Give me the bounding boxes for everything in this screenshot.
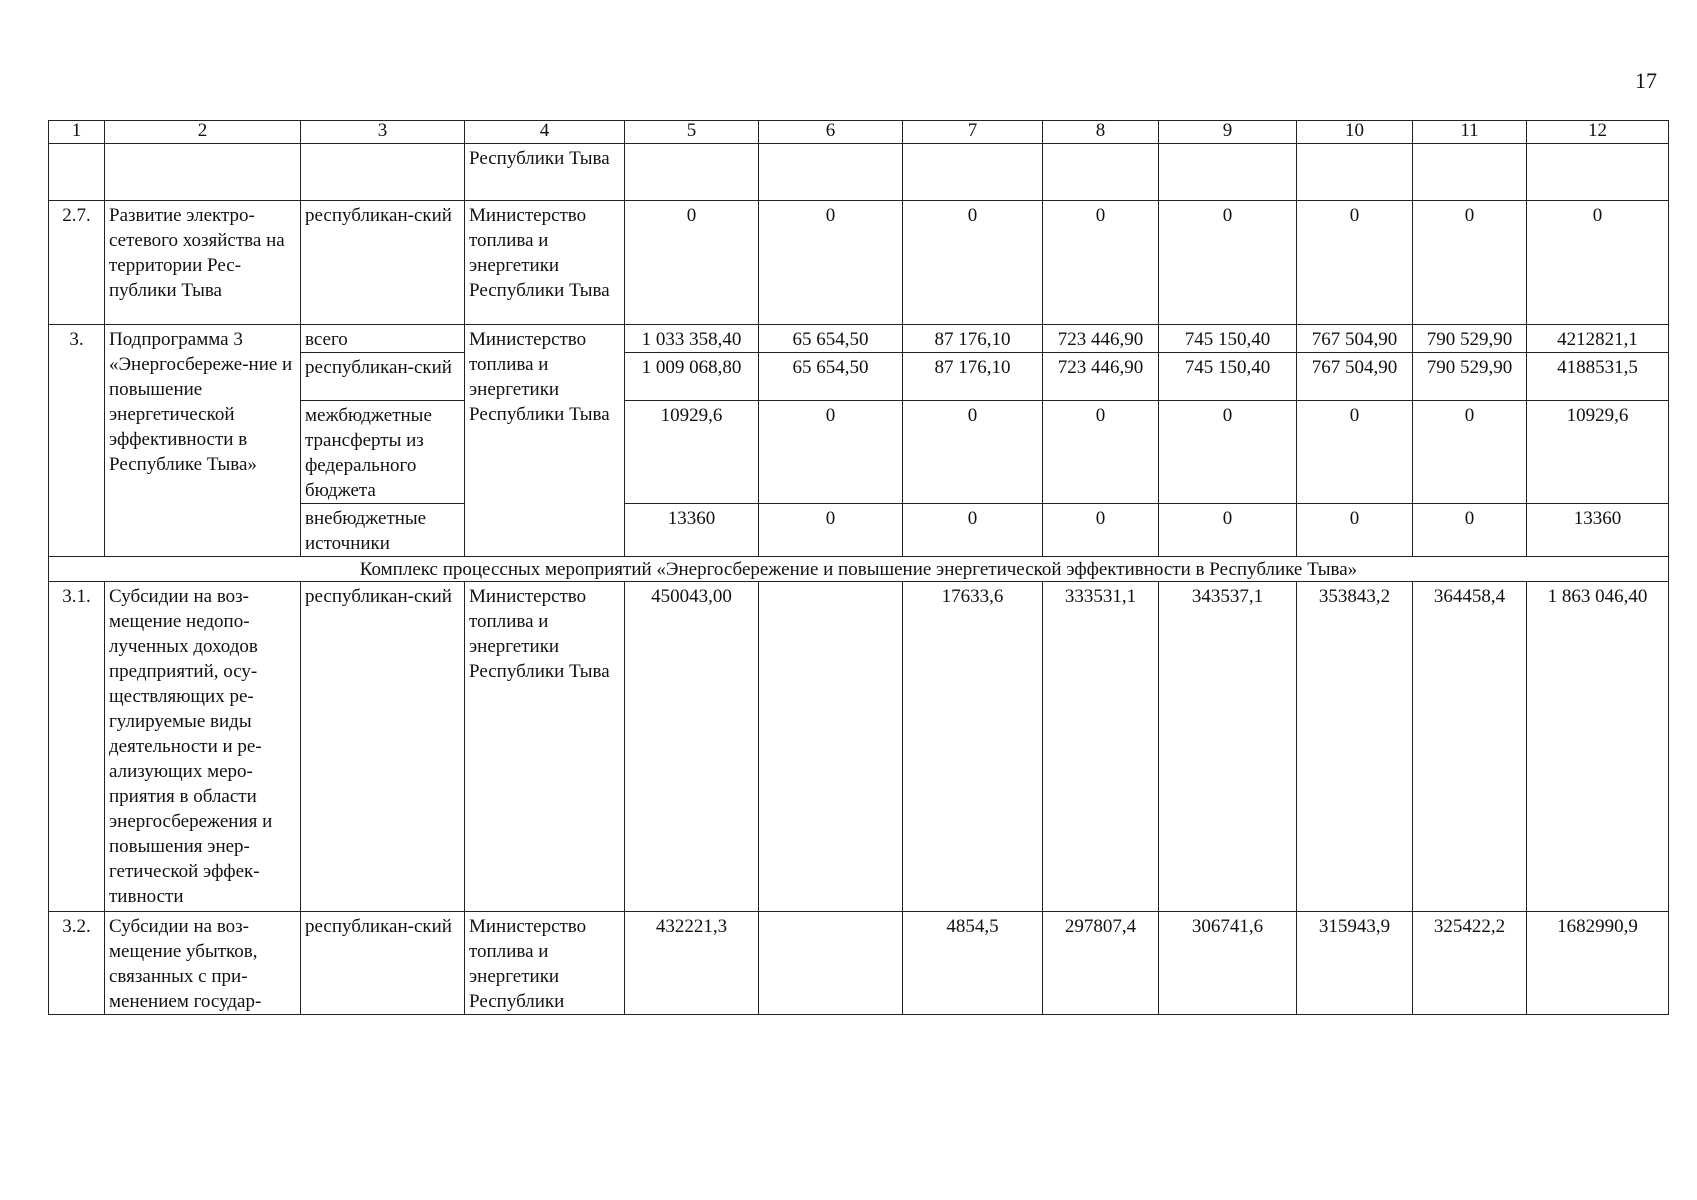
value-cell: 364458,4 (1413, 582, 1527, 912)
value-cell: 1 009 068,80 (625, 353, 759, 401)
column-header: 4 (465, 121, 625, 144)
row-number: 2.7. (49, 201, 105, 325)
value-cell: 790 529,90 (1413, 325, 1527, 353)
measure-name: Подпрограмма 3 «Энергосбереже-ние и повышение энергетической эффективности в Республике Тыва» (105, 325, 301, 557)
value-cell: 0 (759, 504, 903, 557)
value-cell: 1 863 046,40 (1527, 582, 1669, 912)
funding-source: межбюджетные трансферты из федерального бюджета (301, 401, 465, 504)
value-cell: 65 654,50 (759, 325, 903, 353)
value-cell: 353843,2 (1297, 582, 1413, 912)
column-header: 8 (1043, 121, 1159, 144)
value-cell: 0 (1413, 201, 1527, 325)
value-cell: 0 (1159, 504, 1297, 557)
value-cell: 0 (1413, 401, 1527, 504)
column-header: 1 (49, 121, 105, 144)
value-cell: 790 529,90 (1413, 353, 1527, 401)
value-cell: 723 446,90 (1043, 353, 1159, 401)
value-cell: 333531,1 (1043, 582, 1159, 912)
row-number: 3. (49, 325, 105, 557)
value-cell: 723 446,90 (1043, 325, 1159, 353)
responsible-cell: Министерство топлива и энергетики Республики Тыва (465, 582, 625, 912)
column-header: 2 (105, 121, 301, 144)
value-cell: 297807,4 (1043, 912, 1159, 1015)
column-header: 9 (1159, 121, 1297, 144)
value-cell: 1682990,9 (1527, 912, 1669, 1015)
measure-name: Субсидии на воз-мещение убытков, связанных с при-менением государ- (105, 912, 301, 1015)
value-cell: 0 (903, 504, 1043, 557)
value-cell: 0 (759, 401, 903, 504)
table-cell (1159, 144, 1297, 201)
value-cell: 767 504,90 (1297, 325, 1413, 353)
table-cell (1527, 144, 1669, 201)
section-row (49, 557, 1669, 582)
value-cell: 0 (1527, 201, 1669, 325)
table-cell (105, 144, 301, 201)
column-header: 6 (759, 121, 903, 144)
value-cell: 13360 (1527, 504, 1669, 557)
value-cell: 0 (1043, 401, 1159, 504)
value-cell: 10929,6 (1527, 401, 1669, 504)
table-cell (759, 144, 903, 201)
table-row (49, 325, 1669, 353)
value-cell: 10929,6 (625, 401, 759, 504)
value-cell: 0 (1413, 504, 1527, 557)
value-cell: 343537,1 (1159, 582, 1297, 912)
value-cell: 0 (1043, 504, 1159, 557)
responsible-cell: Республики Тыва (465, 144, 625, 201)
column-header: 5 (625, 121, 759, 144)
value-cell: 0 (903, 401, 1043, 504)
value-cell: 13360 (625, 504, 759, 557)
value-cell (759, 582, 903, 912)
funding-source: республикан-ский (301, 353, 465, 401)
table-cell (1043, 144, 1159, 201)
value-cell: 432221,3 (625, 912, 759, 1015)
column-header: 7 (903, 121, 1043, 144)
value-cell: 0 (1159, 201, 1297, 325)
table-cell (49, 144, 105, 201)
value-cell: 0 (1159, 401, 1297, 504)
column-header: 3 (301, 121, 465, 144)
column-header: 11 (1413, 121, 1527, 144)
table-cell (301, 144, 465, 201)
table-row (49, 912, 1669, 1015)
value-cell: 0 (1297, 504, 1413, 557)
page-number: 17 (1635, 68, 1657, 93)
funding-source: республикан-ский (301, 912, 465, 1015)
table-cell (1297, 144, 1413, 201)
responsible-cell: Министерство топлива и энергетики Республики (465, 912, 625, 1015)
value-cell: 767 504,90 (1297, 353, 1413, 401)
table-row (49, 144, 1669, 201)
funding-source: всего (301, 325, 465, 353)
value-cell: 17633,6 (903, 582, 1043, 912)
value-cell: 4212821,1 (1527, 325, 1669, 353)
table-cell (903, 144, 1043, 201)
value-cell: 0 (903, 201, 1043, 325)
column-header: 10 (1297, 121, 1413, 144)
responsible-cell: Министерство топлива и энергетики Республики Тыва (465, 201, 625, 325)
value-cell (759, 912, 903, 1015)
table-row (49, 582, 1669, 912)
value-cell: 450043,00 (625, 582, 759, 912)
value-cell: 0 (625, 201, 759, 325)
value-cell: 65 654,50 (759, 353, 903, 401)
column-header: 12 (1527, 121, 1669, 144)
measure-name: Развитие электро-сетевого хозяйства на территории Рес-публики Тыва (105, 201, 301, 325)
responsible-cell: Министерство топлива и энергетики Республики Тыва (465, 325, 625, 557)
funding-source: республикан-ский (301, 201, 465, 325)
value-cell: 87 176,10 (903, 325, 1043, 353)
value-cell: 745 150,40 (1159, 353, 1297, 401)
value-cell: 87 176,10 (903, 353, 1043, 401)
funding-source: республикан-ский (301, 582, 465, 912)
value-cell: 315943,9 (1297, 912, 1413, 1015)
value-cell: 4854,5 (903, 912, 1043, 1015)
budget-table (48, 120, 1669, 1015)
column-header-row (49, 121, 1669, 144)
table-cell (1413, 144, 1527, 201)
value-cell: 4188531,5 (1527, 353, 1669, 401)
value-cell: 0 (1043, 201, 1159, 325)
table-cell (625, 144, 759, 201)
value-cell: 0 (1297, 401, 1413, 504)
row-number: 3.1. (49, 582, 105, 912)
section-title: Комплекс процессных мероприятий «Энергосбережение и повышение энергетической эффективности в Республике Тыва» (49, 557, 1669, 582)
value-cell: 0 (759, 201, 903, 325)
funding-source: внебюджетные источники (301, 504, 465, 557)
value-cell: 1 033 358,40 (625, 325, 759, 353)
value-cell: 325422,2 (1413, 912, 1527, 1015)
value-cell: 306741,6 (1159, 912, 1297, 1015)
row-number: 3.2. (49, 912, 105, 1015)
measure-name: Субсидии на воз-мещение недопо-лученных доходов предприятий, осу-ществляющих ре-гулируемые виды деятельности и ре-ализующих меро-приятия в области энергосбережения и повышения энер-гетической эффек-тивности (105, 582, 301, 912)
table-row (49, 201, 1669, 325)
value-cell: 745 150,40 (1159, 325, 1297, 353)
value-cell: 0 (1297, 201, 1413, 325)
